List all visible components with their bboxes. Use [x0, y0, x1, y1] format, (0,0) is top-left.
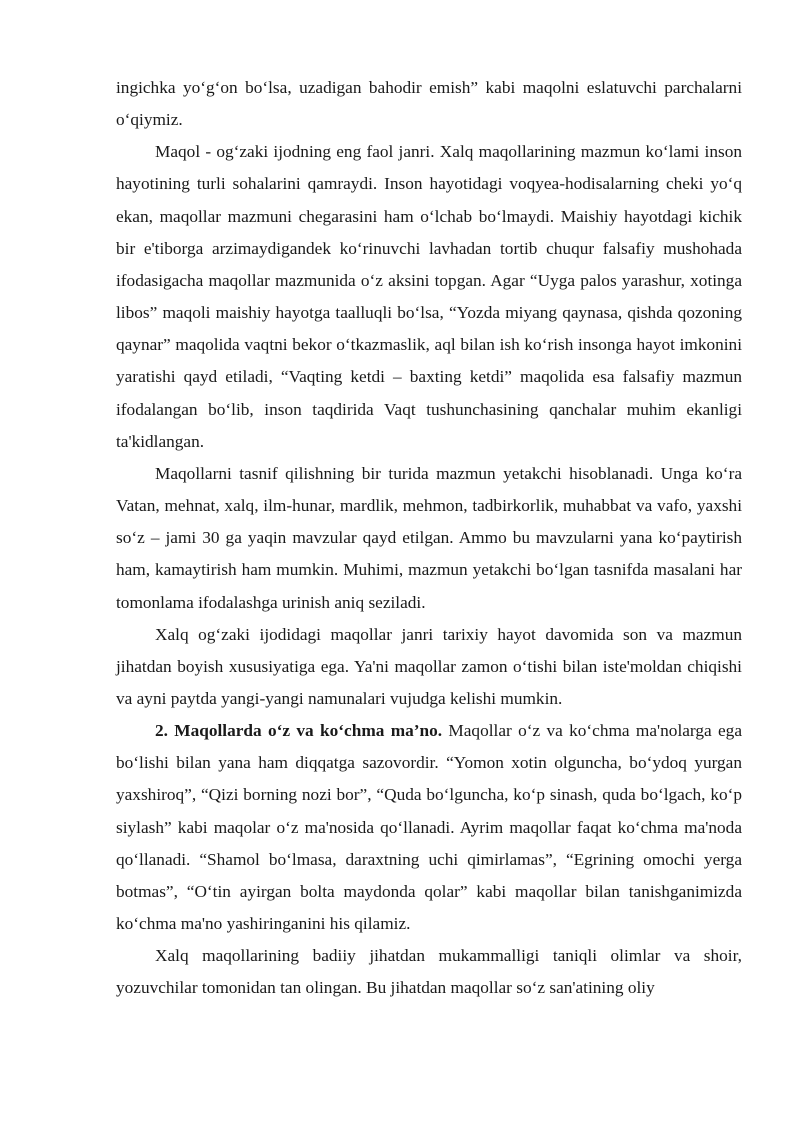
paragraph-badiiy: Xalq maqollarining badiiy jihatdan mukammalligi taniqli olimlar va shoir, yozuvchilar tomonidan tan olingan. Bu jihatdan maqollar so‘z san'atining oliy [116, 946, 742, 998]
section-body: Maqollar o‘z va ko‘chma ma'nolarga ega bo‘lishi bilan yana ham diqqatga sazovordir. “Yomon xotin olguncha, bo‘ydoq yurgan yaxshiroq”, “Qizi borning nozi bor”, “Quda bo‘lguncha, ko‘p sinash, quda bo‘lgach, ko‘p siylash” kabi maqolar o‘z ma'nosida qo‘llanadi. Ayrim maqollar faqat ko‘chma ma'noda qo‘llanadi. “Shamol bo‘lmasa, daraxtning uchi qimirlamas”, “Egrining omochi yerga botmas”, “O‘tin ayirgan bolta maydonda qolar” kabi maqollar bilan tanishganimizda ko‘chma ma'no yashiringanini his qilamiz. [116, 721, 742, 934]
paragraph-section-2 [116, 715, 742, 940]
document-page [116, 72, 742, 1005]
section-heading: 2. Maqollarda o‘z va ko‘chma ma’no. [155, 721, 443, 741]
paragraph-continuation: ingichka yo‘g‘on bo‘lsa, uzadigan bahodir emish” kabi maqolni eslatuvchi parchalarni o‘qiymiz. [116, 78, 742, 130]
paragraph-maqol-janri: Maqol - og‘zaki ijodning eng faol janri. Xalq maqollarining mazmun ko‘lami inson hayotining turli sohalarini qamraydi. Inson hayotidagi voqyea-hodisalarning cheki yo‘q ekan, maqollar mazmuni chegarasini ham o‘lchab bo‘lmaydi. Maishiy hayotdagi kichik bir e'tiborga arzimaydigandek ko‘rinuvchi lavhadan tortib chuqur falsafiy mushohada ifodasigacha maqollar mazmunida o‘z aksini topgan. Agar “Uyga palos yarashur, xotinga libos” maqoli maishiy hayotga taalluqli bo‘lsa, “Yozda miyang qaynasa, qishda qozoning qaynar” maqolida vaqtni bekor o‘tkazmaslik, aql bilan ish ko‘rish insonga hayot imkonini yaratishi qayd etiladi, “Vaqting ketdi – baxting ketdi” maqolida esa falsafiy mazmun ifodalangan bo‘lib, inson taqdirida Vaqt tushunchasining qanchalar muhim ekanligi ta'kidlangan. [116, 142, 742, 451]
paragraph-tarixiy-hayot: Xalq og‘zaki ijodidagi maqollar janri tarixiy hayot davomida son va mazmun jihatdan boyish xususiyatiga ega. Ya'ni maqollar zamon o‘tishi bilan iste'moldan chiqishi va ayni paytda yangi-yangi namunalari vujudga kelishi mumkin. [116, 624, 742, 708]
paragraph-tasnif: Maqollarni tasnif qilishning bir turida mazmun yetakchi hisoblanadi. Unga ko‘ra Vatan, mehnat, xalq, ilm-hunar, mardlik, mehmon, tadbirkorlik, muhabbat va vafo, yaxshi so‘z – jami 30 ga yaqin mavzular qayd etilgan. Ammo bu mavzularni yana ko‘paytirish ham, kamaytirish ham mumkin. Muhimi, mazmun yetakchi bo‘lgan tasnifda masalani har tomonlama ifodalashga urinish aniq seziladi. [116, 463, 742, 612]
